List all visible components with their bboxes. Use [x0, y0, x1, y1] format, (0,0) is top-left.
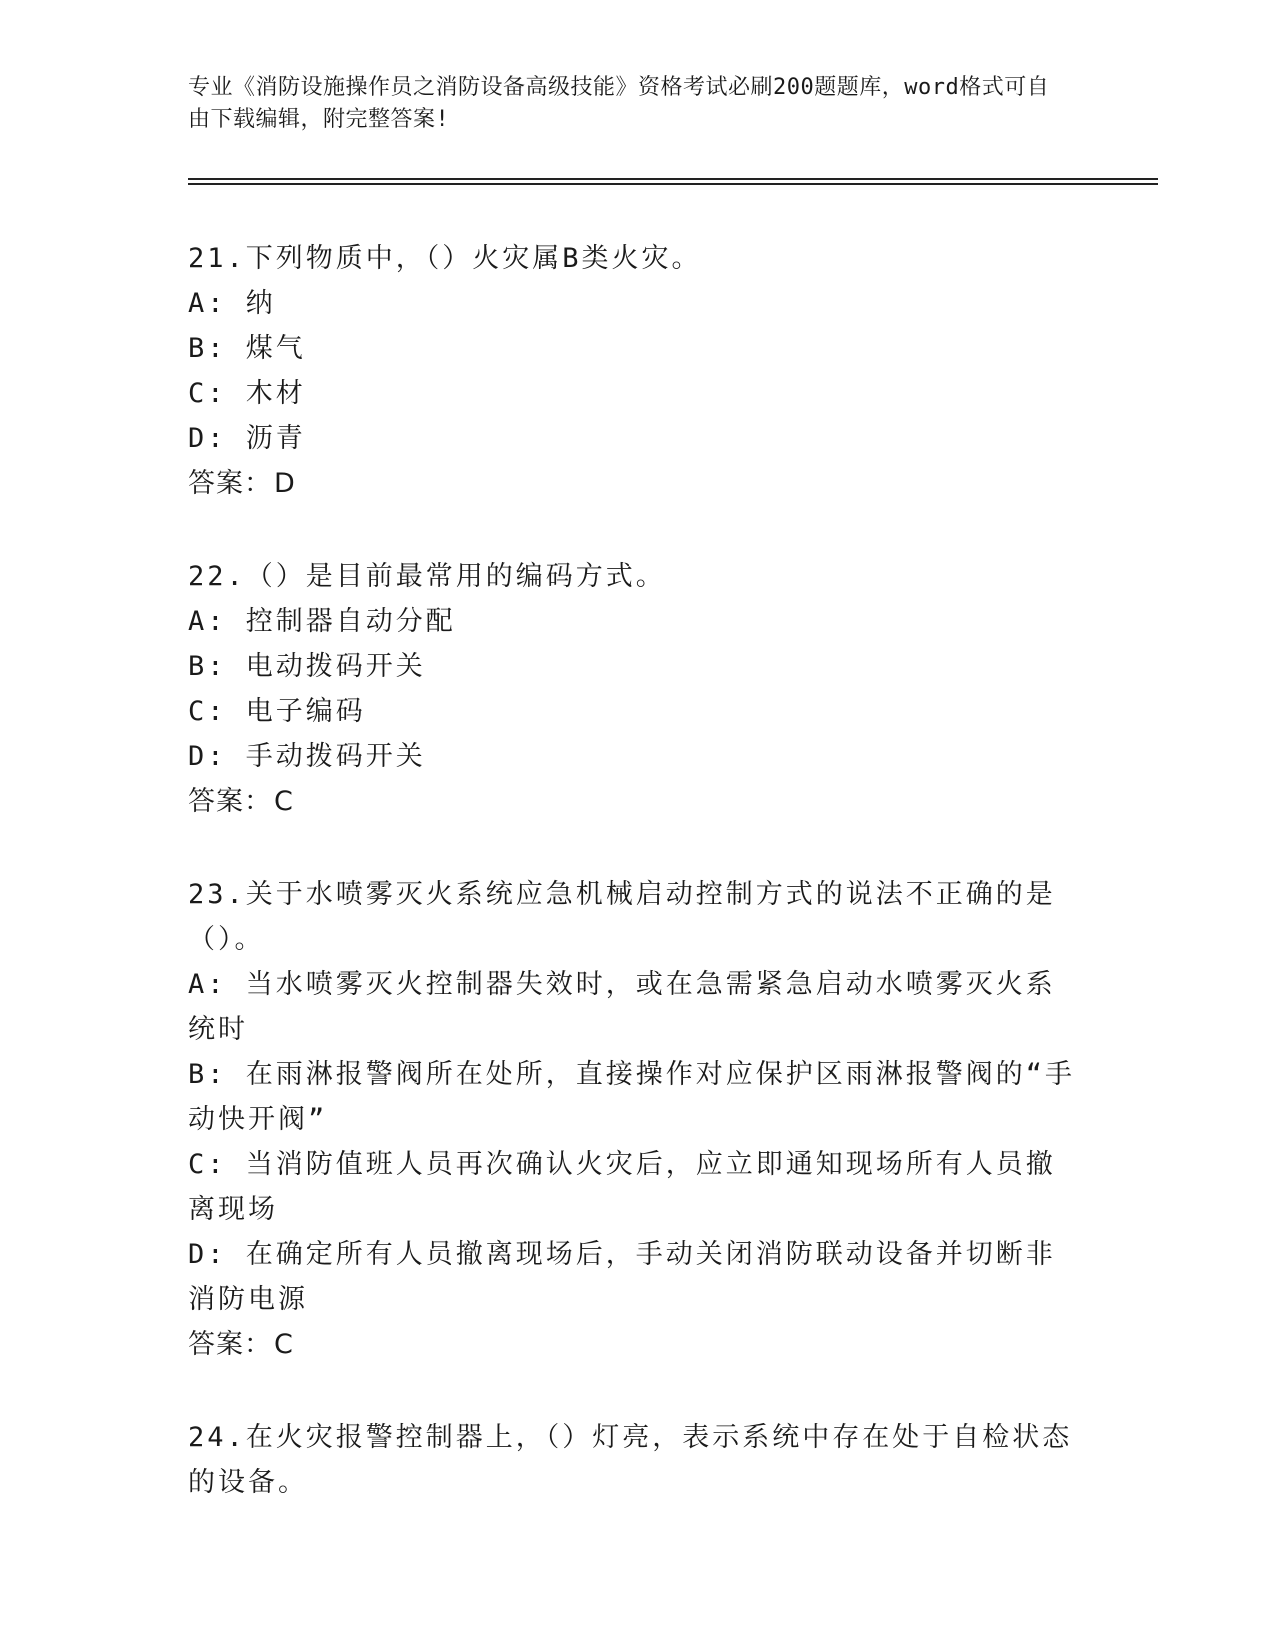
document-header: 专业《消防设施操作员之消防设备高级技能》资格考试必刷200题题库，word格式可自由下载编辑，附完整答案!: [188, 75, 1050, 132]
question-stem: 22.（）是目前最常用的编码方式。: [188, 561, 666, 592]
answer-label: 答案：: [188, 786, 272, 817]
option-c: C: 电子编码: [188, 696, 366, 727]
answer-value: C: [274, 786, 294, 817]
answer-line: [188, 779, 1078, 824]
answer-value: D: [274, 468, 296, 499]
answer-line: [188, 461, 1078, 506]
option-d: D: 在确定所有人员撤离现场后，手动关闭消防联动设备并切断非消防电源: [188, 1239, 1056, 1315]
question-21: [188, 236, 1078, 506]
answer-value: C: [274, 1329, 294, 1360]
option-c: C: 当消防值班人员再次确认火灾后，应立即通知现场所有人员撤离现场: [188, 1149, 1056, 1225]
header-divider-bottom: [188, 183, 1158, 185]
question-22: [188, 554, 1078, 824]
option-a: A: 纳: [188, 288, 276, 319]
question-24: [188, 1415, 1078, 1505]
option-b: B: 电动拨码开关: [188, 651, 426, 682]
question-23: [188, 872, 1078, 1367]
question-stem: 23.关于水喷雾灭火系统应急机械启动控制方式的说法不正确的是（）。: [188, 879, 1056, 955]
answer-label: 答案：: [188, 1329, 272, 1360]
option-a: A: 控制器自动分配: [188, 606, 456, 637]
header-divider-top: [188, 178, 1158, 180]
answer-label: 答案：: [188, 468, 272, 499]
question-stem: 21.下列物质中，（）火灾属B类火灾。: [188, 243, 702, 274]
question-list: [188, 236, 1078, 1553]
answer-line: [188, 1322, 1078, 1367]
option-a: A: 当水喷雾灭火控制器失效时，或在急需紧急启动水喷雾灭火系统时: [188, 969, 1056, 1045]
option-b: B: 煤气: [188, 333, 306, 364]
option-d: D: 手动拨码开关: [188, 741, 426, 772]
option-b: B: 在雨淋报警阀所在处所，直接操作对应保护区雨淋报警阀的“手动快开阀”: [188, 1059, 1076, 1135]
option-c: C: 木材: [188, 378, 306, 409]
question-stem: 24.在火灾报警控制器上，（）灯亮，表示系统中存在处于自检状态的设备。: [188, 1422, 1073, 1498]
option-d: D: 沥青: [188, 423, 306, 454]
